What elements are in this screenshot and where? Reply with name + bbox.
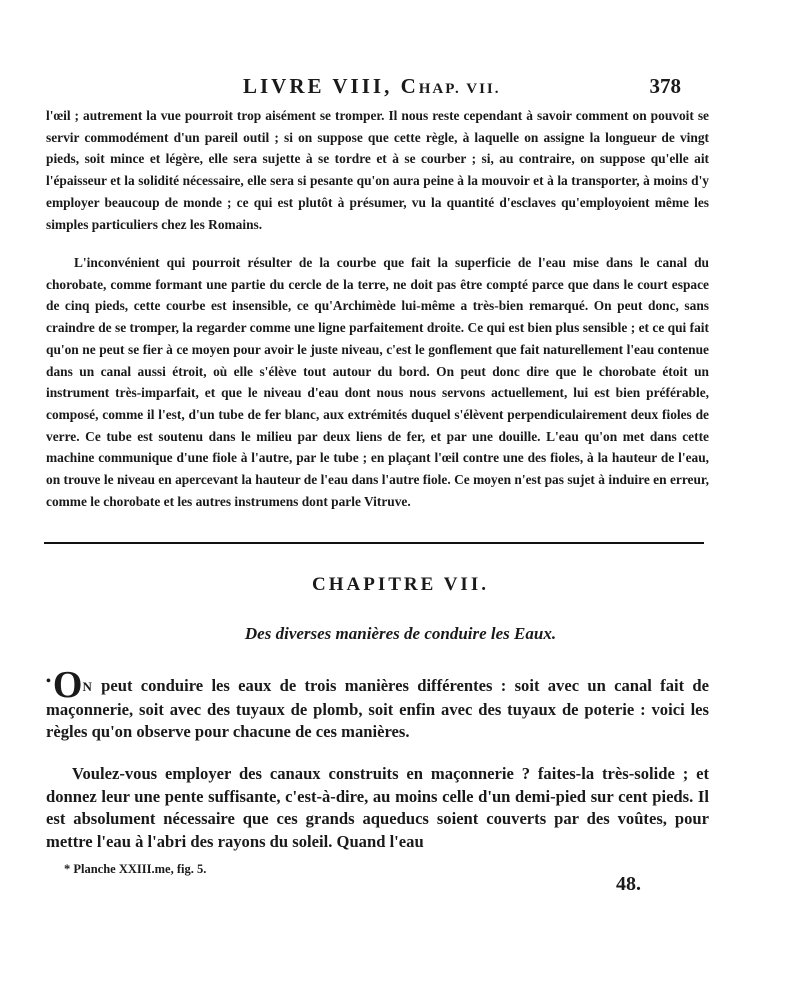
paragraph-continuation [46,105,709,235]
paragraph-text [46,664,709,744]
paragraph-text: L'inconvénient qui pourroit résulter de la courbe que fait la superficie de l'eau mise dans le canal du chorobate, comme formant une partie du cercle de la terre, ne doit pas être compté parce que dans le court espace de cinq pieds, cette courbe est insensible, ce qu'Archimède lui-même a très-bien remarqué. On peut donc, sans craindre de se tromper, la regarder comme une ligne parfaitement droite. Ce qui est bien plus sensible ; et ce qui fait qu'on ne peut se fier à ce moyen pour avoir le juste niveau, c'est le gonflement que fait naturellement l'eau contenue dans un canal aussi étroit, où elle s'élève tout autour du bord. On peut donc dire que le chorobate étoit un instrument très-imparfait, et que le niveau d'eau dont nous nous servons actuellement, lui est bien préférable, composé, comme il l'est, d'un tube de fer blanc, aux extrémités duquel s'élèvent perpendiculairement deux fioles de verre. Ce tube est soutenu dans le milieu par deux liens de fer, et par une douille. L'eau qu'on met dans cette machine communique d'une fiole à l'autre, par le tube ; en plaçant l'œil contre une des fioles, à la hauteur de l'eau, on trouve le niveau en apercevant la hauteur de l'eau dans l'autre fiole. Ce moyen n'est pas sujet à induire en erreur, comme le chorobate et les autres instrumens dont parle Vitruve. [46,255,709,509]
paragraph-body: peut conduire les eaux de trois manières différentes : soit avec un canal fait de maçonnerie, soit avec des tuyaux de plomb, soit enfin avec des tuyaux de poterie : voici les règles qu'on observe pour chacune de ces manières. [46,676,709,741]
footnote: * Planche XXIII.me, fig. 5. [64,862,207,876]
signature-mark: 48. [616,873,641,895]
paragraph-chorobate [46,252,709,512]
paragraph-opening [46,664,709,744]
running-title-main: LIVRE VIII, C [243,74,419,98]
running-title-small: HAP. VII. [418,81,501,97]
drop-cap: O [52,664,83,706]
running-head [0,74,791,104]
chapter-title: CHAPITRE VII. [312,574,489,595]
paragraph-text: Voulez-vous employer des canaux construits en maçonnerie ? faites-la très-solide ; et donnez leur une pente suffisante, c'est-à-dire, au moins celle d'un demi-pied sur cent pieds. Il est absolument nécessaire que ces grands aqueducs soient couverts par des voûtes, pour mettre l'eau à l'abri des rayons du soleil. Quand l'eau [46,764,709,851]
running-title [243,74,501,99]
section-divider [44,542,704,544]
chapter-subtitle: Des diverses manières de conduire les Eaux. [244,624,557,643]
small-cap: N [82,679,93,694]
paragraph-text: l'œil ; autrement la vue pourroit trop aisément se tromper. Il nous reste cependant à savoir comment on pouvoit se servir commodément d'un pareil outil ; si on suppose que cette règle, à laquelle on assigne la longueur de vingt pieds, soit mince et légère, elle sera sujette à se tordre et à se courber ; si, au contraire, on suppose qu'elle ait l'épaisseur et la solidité nécessaire, elle sera si pesante qu'on aura peine à la mouvoir et à la transporter, à moins d'y employer beaucoup de monde ; ce qui est plutôt à présumer, vu la quantité d'esclaves qu'employoient même les simples particuliers chez les Romains. [46,108,709,232]
paragraph-masonry [46,763,709,853]
page-number: 378 [649,74,681,98]
footnote-marker: • [46,674,51,689]
